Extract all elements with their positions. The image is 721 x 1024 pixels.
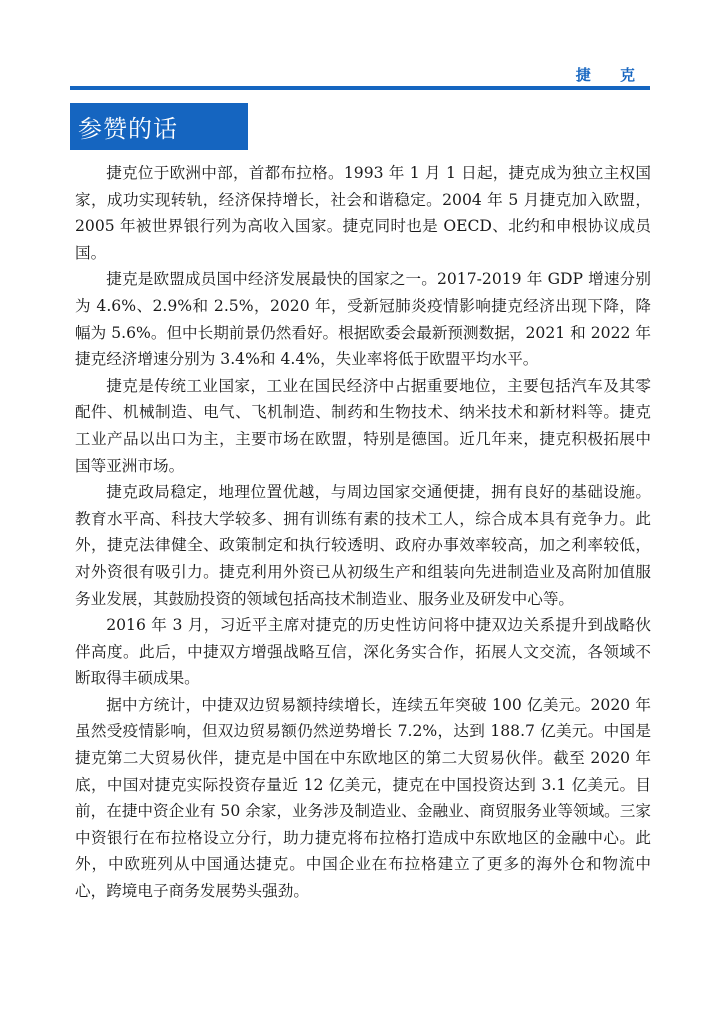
section-title: 参赞的话	[78, 115, 178, 143]
header-rule	[70, 86, 650, 90]
paragraph: 捷克位于欧洲中部，首都布拉格。1993 年 1 月 1 日起，捷克成为独立主权国家，成功实现转轨，经济保持增长，社会和谐稳定。2004 年 5 月捷克加入欧盟，2005 年被世界银行列为高收入国家。捷克同时也是 OECD、北约和申根协议成员国。	[75, 164, 651, 262]
section-title-banner	[70, 103, 248, 150]
paragraph: 2016 年 3 月，习近平主席对捷克的历史性访问将中捷双边关系提升到战略伙伴高度。此后，中捷双方增强战略互信，深化务实合作，拓展人文交流，各领域不断取得丰硕成果。	[75, 616, 651, 688]
paragraph: 捷克是传统工业国家，工业在国民经济中占据重要地位，主要包括汽车及其零配件、机械制造、电气、飞机制造、制药和生物技术、纳米技术和新材料等。捷克工业产品以出口为主，主要市场在欧盟，特别是德国。近几年来，捷克积极拓展中国等亚洲市场。	[75, 376, 651, 475]
body-text	[75, 160, 651, 905]
paragraph: 捷克政局稳定，地理位置优越，与周边国家交通便捷，拥有良好的基础设施。教育水平高、科技大学较多、拥有训练有素的技术工人，综合成本具有竞争力。此外，捷克法律健全、政策制定和执行较透明、政府办事效率较高，加之利率较低，对外资很有吸引力。捷克利用外资已从初级生产和组装向先进制造业及高附加值服务业发展，其鼓励投资的领域包括高技术制造业、服务业及研发中心等。	[75, 483, 651, 608]
running-header-title: 捷 克	[575, 66, 647, 84]
paragraph: 据中方统计，中捷双边贸易额持续增长，连续五年突破 100 亿美元。2020 年虽然受疫情影响，但双边贸易额仍然逆势增长 7.2%，达到 188.7 亿美元。中国是捷克第二大贸易伙伴，捷克是中国在中东欧地区的第二大贸易伙伴。截至 2020 年底，中国对捷克实际投资存量近 12 亿美元，捷克在中国投资达到 3.1 亿美元。目前，在捷中资企业有 50 余家，业务涉及制造业、金融业、商贸服务业等领域。三家中资银行在布拉格设立分行，助力捷克将布拉格打造成中东欧地区的金融中心。此外，中欧班列从中国通达捷克。中国企业在布拉格建立了更多的海外仓和物流中心，跨境电子商务发展势头强劲。	[75, 695, 651, 901]
paragraph: 捷克是欧盟成员国中经济发展最快的国家之一。2017-2019 年 GDP 增速分别为 4.6%、2.9%和 2.5%，2020 年，受新冠肺炎疫情影响捷克经济出现下降，降幅为 5.6%。但中长期前景仍然看好。根据欧委会最新预测数据，2021 和 2022 年捷克经济增速分别为 3.4%和 4.4%，失业率将低于欧盟平均水平。	[75, 270, 651, 369]
